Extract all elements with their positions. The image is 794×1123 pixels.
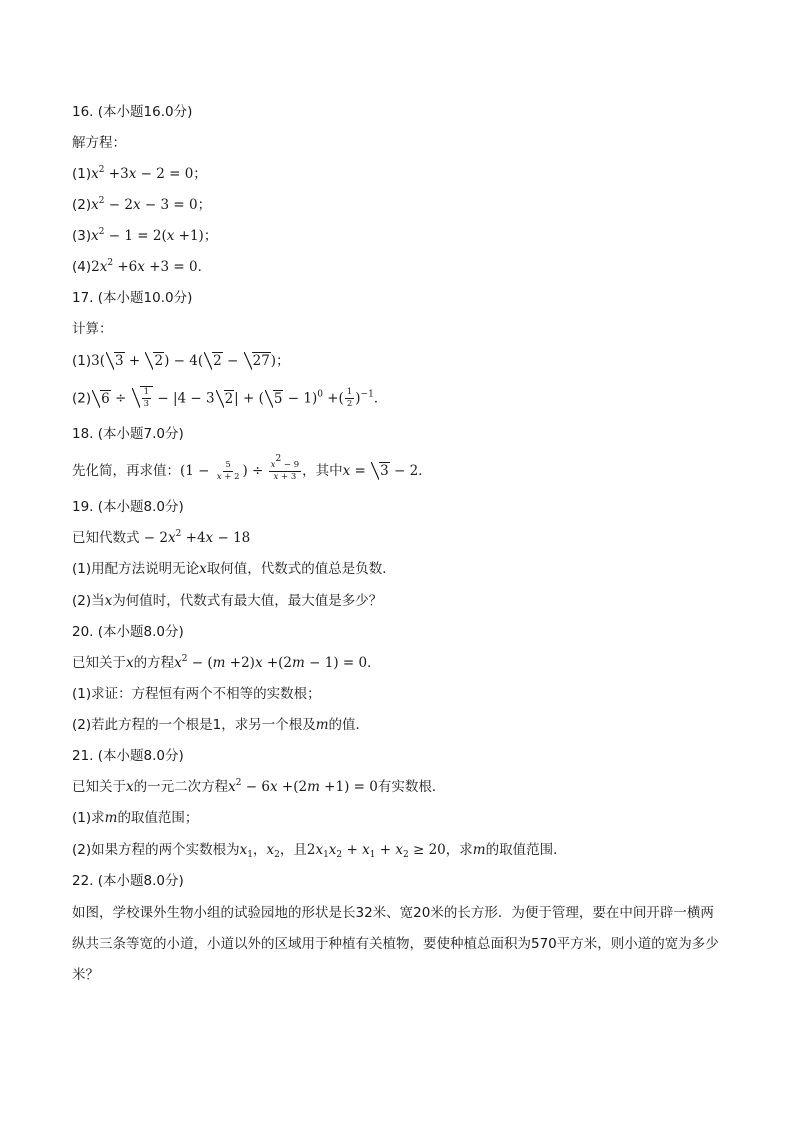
q19-part-1: (1)用配方法说明无论x取何值，代数式的值总是负数． <box>72 561 396 577</box>
q21-prompt: 已知关于x的一元二次方程$x^2 - 6x +(2m +1) = 0$有实数根． <box>72 778 446 795</box>
q16-part-1: $(1)x^2 +3x - 2 = 0$； <box>72 165 207 182</box>
q22-header: 22. (本小题8.0分) <box>72 873 184 889</box>
q21-part-2: (2)如果方程的两个实数根为$x_1$，$x_2$，且$2x_1x_2 + x_1 + x_2 \ge 20$，求m的取值范围． <box>72 842 567 860</box>
q18-body: 先化简，再求值：(1 − $\frac{5}{x + 2}$ ) ÷ $\frac{x^2 - 9}{x + 3}$ ，其中x = 3 − 2． <box>72 454 432 482</box>
q16-prompt: 解方程： <box>72 135 126 151</box>
q20-part-1: (1)求证：方程恒有两个不相等的实数根； <box>72 686 321 702</box>
q20-part-2: (2)若此方程的一个根是1，求另一个根及m的值． <box>72 717 370 733</box>
q17-header: 17. (本小题10.0分) <box>72 290 193 306</box>
q20-header: 20. (本小题8.0分) <box>72 624 184 640</box>
q16-header: 16. (本小题16.0分) <box>72 104 193 120</box>
q19-part-2: (2)当x为何值时，代数式有最大值，最大值是多少？ <box>72 593 383 609</box>
q21-header: 21. (本小题8.0分) <box>72 748 184 764</box>
q19-header: 19. (本小题8.0分) <box>72 499 184 515</box>
q22-text: 如图，学校课外生物小组的试验园地的形状是长32米、宽20米的长方形．为便于管理，要在中间开辟一横两纵共三条等宽的小道，小道以外的区域用于种植有关植物，要使种植总面积为570平方米，则小道的宽为多少米？ <box>72 905 719 983</box>
q16-part-4: $(4)2x^2 +6x +3 = 0$． <box>72 258 212 275</box>
q16-part-3: $(3)x^2 - 1 = 2(x +1)$； <box>72 227 218 244</box>
q17-part-1: (1)3( 3 + 2) − 4( 2 − 27)； <box>72 350 734 372</box>
q17-part-2: (2) 6 ÷ $\frac{1}{3}$ − |4 − 3 2| + ( 5 − 1)$^0$ +( $\frac{1}{2}$ )$^{-1}$． <box>72 387 388 409</box>
q21-part-1: (1)求m的取值范围； <box>72 810 199 826</box>
q19-prompt: 已知代数式 − $2x^2 +4x - 18$ <box>72 529 251 546</box>
q16-part-2: $(2)x^2 - 2x - 3 = 0$； <box>72 196 212 213</box>
q17-prompt: 计算： <box>72 321 113 337</box>
q20-prompt: 已知关于x的方程$x^2 - (m +2)x +(2m - 1) = 0$． <box>72 654 381 671</box>
q18-header: 18. (本小题7.0分) <box>72 426 184 442</box>
